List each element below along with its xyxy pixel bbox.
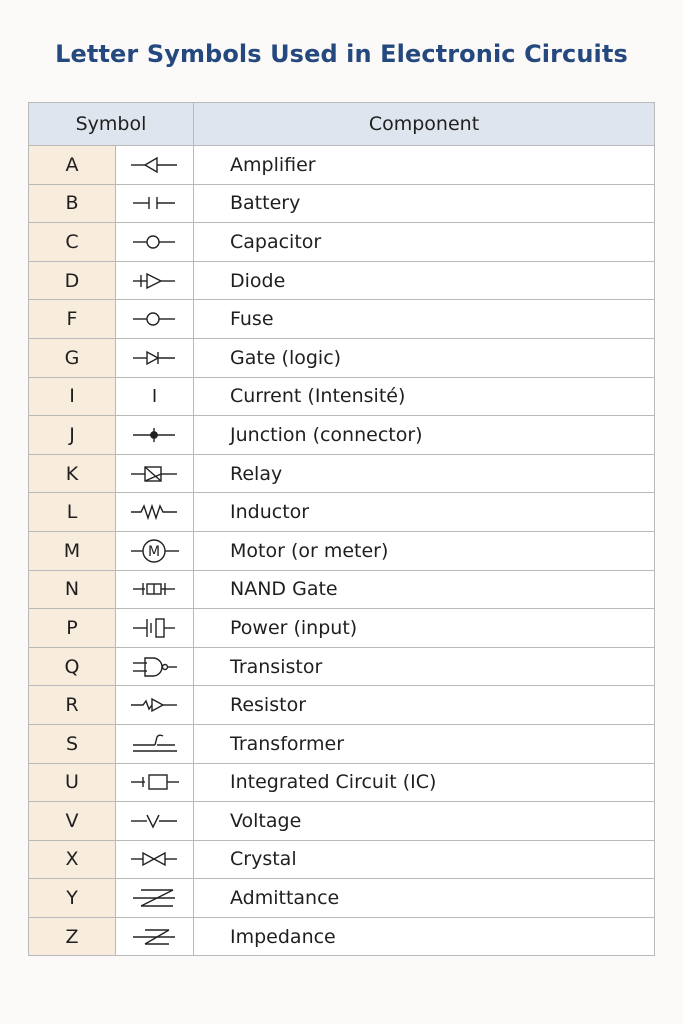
table-row [29, 647, 655, 686]
component-cell: Motor (or meter) [194, 531, 655, 570]
component-cell: Crystal [194, 840, 655, 879]
table-row [29, 531, 655, 570]
component-cell: NAND Gate [194, 570, 655, 609]
letter-cell: J [29, 416, 116, 455]
diode-symbol-icon [127, 270, 183, 292]
symbol-cell [116, 609, 194, 648]
table-row [29, 338, 655, 377]
inductor-symbol-icon [127, 501, 183, 523]
table-row [29, 416, 655, 455]
gate-symbol-icon [127, 347, 183, 369]
page-title: Letter Symbols Used in Electronic Circuits [55, 40, 628, 68]
transistor-symbol-icon [127, 655, 183, 679]
table-row [29, 261, 655, 300]
table-row [29, 686, 655, 725]
symbol-cell [116, 146, 194, 185]
letter-cell: U [29, 763, 116, 802]
letter-cell: X [29, 840, 116, 879]
letter-cell: F [29, 300, 116, 339]
component-cell: Admittance [194, 879, 655, 918]
junction-symbol-icon [127, 424, 183, 446]
component-cell: Transformer [194, 724, 655, 763]
letter-cell: V [29, 802, 116, 841]
table-header-row [29, 103, 655, 146]
table-row [29, 454, 655, 493]
letter-cell: Q [29, 647, 116, 686]
battery-symbol-icon [127, 192, 183, 214]
symbol-cell [116, 493, 194, 532]
component-cell: Capacitor [194, 223, 655, 262]
symbol-cell [116, 647, 194, 686]
amplifier-symbol-icon [127, 154, 183, 176]
transformer-symbol-icon [127, 731, 183, 757]
table-row [29, 840, 655, 879]
impedance-symbol-icon [127, 925, 183, 949]
letter-cell: B [29, 184, 116, 223]
admittance-symbol-icon [127, 885, 183, 911]
letter-cell: Z [29, 917, 116, 956]
symbol-cell [116, 261, 194, 300]
component-cell: Amplifier [194, 146, 655, 185]
symbols-table [28, 102, 655, 956]
symbol-column-header: Symbol [29, 103, 194, 146]
symbol-cell [116, 802, 194, 841]
symbol-cell [116, 454, 194, 493]
table-row [29, 724, 655, 763]
component-cell: Relay [194, 454, 655, 493]
table-row [29, 377, 655, 416]
letter-cell: A [29, 146, 116, 185]
symbol-cell [116, 377, 194, 416]
component-cell: Power (input) [194, 609, 655, 648]
component-cell: Gate (logic) [194, 338, 655, 377]
letter-cell: Y [29, 879, 116, 918]
letter-cell: R [29, 686, 116, 725]
component-cell: Fuse [194, 300, 655, 339]
table-row [29, 184, 655, 223]
symbol-cell [116, 724, 194, 763]
symbol-cell [116, 300, 194, 339]
letter-cell: N [29, 570, 116, 609]
symbol-cell [116, 416, 194, 455]
nand-gate-symbol-icon [127, 578, 183, 600]
integrated-circuit-symbol-icon [127, 771, 183, 793]
letter-cell: C [29, 223, 116, 262]
crystal-symbol-icon [127, 848, 183, 870]
component-column-header: Component [194, 103, 655, 146]
table-row [29, 802, 655, 841]
relay-symbol-icon [127, 463, 183, 485]
letter-cell: S [29, 724, 116, 763]
current-symbol-icon: I [151, 385, 158, 407]
symbol-cell [116, 763, 194, 802]
motor-symbol-label: M [147, 543, 160, 560]
table-row [29, 763, 655, 802]
capacitor-symbol-icon [127, 231, 183, 253]
symbol-cell [116, 570, 194, 609]
letter-cell: M [29, 531, 116, 570]
component-cell: Impedance [194, 917, 655, 956]
component-cell: Junction (connector) [194, 416, 655, 455]
symbol-cell [116, 223, 194, 262]
table-row [29, 300, 655, 339]
letter-cell: P [29, 609, 116, 648]
component-cell: Current (Intensité) [194, 377, 655, 416]
component-cell: Transistor [194, 647, 655, 686]
component-cell: Diode [194, 261, 655, 300]
letter-cell: D [29, 261, 116, 300]
letter-cell: I [29, 377, 116, 416]
power-symbol-icon [127, 615, 183, 641]
letter-cell: K [29, 454, 116, 493]
symbol-cell [116, 840, 194, 879]
symbol-cell [116, 338, 194, 377]
table-row [29, 146, 655, 185]
table-row [29, 570, 655, 609]
resistor-symbol-icon [127, 694, 183, 716]
table-row [29, 917, 655, 956]
letter-cell: L [29, 493, 116, 532]
component-cell: Voltage [194, 802, 655, 841]
symbol-cell [116, 531, 194, 570]
table-row [29, 609, 655, 648]
symbol-cell [116, 184, 194, 223]
table-row [29, 879, 655, 918]
symbol-cell [116, 879, 194, 918]
fuse-symbol-icon [127, 308, 183, 330]
component-cell: Resistor [194, 686, 655, 725]
motor-symbol-icon [127, 538, 183, 564]
component-cell: Integrated Circuit (IC) [194, 763, 655, 802]
component-cell: Inductor [194, 493, 655, 532]
table-row [29, 493, 655, 532]
symbol-cell [116, 686, 194, 725]
component-cell: Battery [194, 184, 655, 223]
letter-cell: G [29, 338, 116, 377]
table-row [29, 223, 655, 262]
voltage-symbol-icon [127, 810, 183, 832]
symbol-cell [116, 917, 194, 956]
